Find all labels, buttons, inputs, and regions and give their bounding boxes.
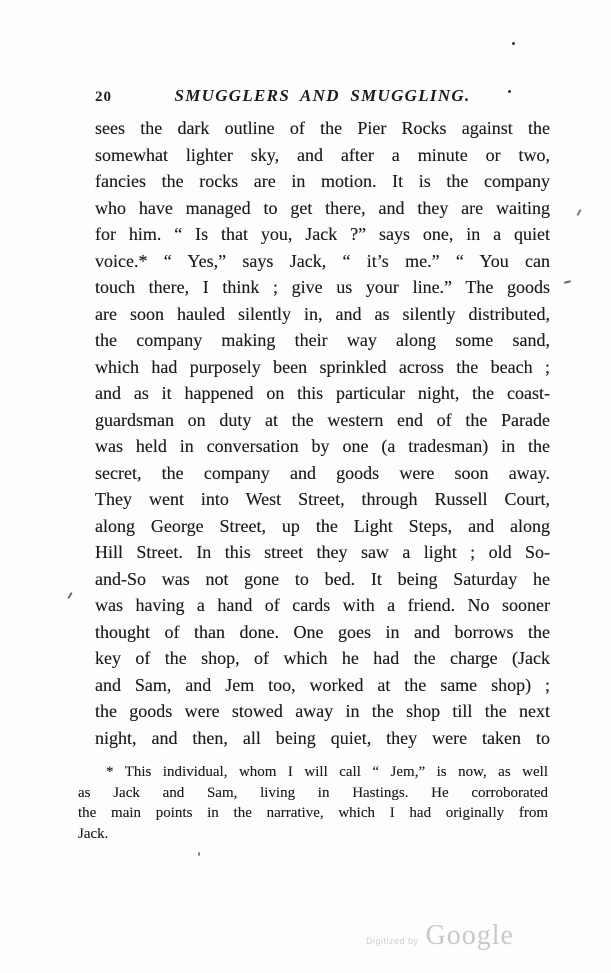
body-line: guardsman on duty at the western end of the Parade [95,409,550,430]
digitized-by-google-watermark [366,920,514,952]
page-number: 20 [95,89,112,105]
page-header [95,86,550,110]
body-line: sees the dark outline of the Pier Rocks against the [95,118,550,138]
body-line: voice.* “ Yes,” says Jack, “ it’s me.” “ You can [95,250,550,271]
scan-speck [508,90,511,93]
body-line: for him. “ Is that you, Jack ?” says one, in a quiet [95,224,550,244]
body-line: the company making their way along some sand, [95,330,550,350]
scan-speck [67,592,72,599]
body-line: secret, the company and goods were soon away. [95,462,550,483]
body-line: thought of than done. One goes in and borrows the [95,621,550,642]
footnote-line: the main points in the narrative, which I had originally from [78,805,548,822]
body-paragraph [95,115,550,751]
body-line: along George Street, up the Light Steps, and along [95,515,550,536]
body-line: fancies the rocks are in motion. It is the company [95,171,550,191]
scan-speck [198,852,200,856]
footnote [78,762,548,844]
google-logo: Google [425,920,514,951]
body-line: and-So was not gone to bed. It being Saturday he [95,568,550,589]
body-line: which had purposely been sprinkled across the beach ; [95,356,550,377]
footnote-line: Jack. [78,825,109,842]
scan-speck [576,209,581,216]
footnote-line: as Jack and Sam, living in Hastings. He corroborated [78,784,548,801]
body-line: are soon hauled silently in, and as silently distributed, [95,303,550,324]
footnote-line: * This individual, whom I will call “ Jem,” is now, as well [106,764,548,780]
body-line: somewhat lighter sky, and after a minute or two, [95,144,550,165]
body-line: who have managed to get there, and they are waiting [95,197,550,218]
body-line: was held in conversation by one (a tradesman) in the [95,436,550,456]
body-line: They went into West Street, through Russell Court, [95,489,550,509]
scan-speck [564,280,571,284]
body-line: night, and then, all being quiet, they were taken to [95,727,550,748]
scan-speck [512,42,515,45]
digitized-by-label: Digitized by [366,936,419,946]
body-line: Hill Street. In this street they saw a light ; old So- [95,542,550,562]
running-title: SMUGGLERS AND SMUGGLING. [174,86,471,105]
body-line: touch there, I think ; give us your line.” The goods [95,277,550,297]
body-line: the goods were stowed away in the shop till the next [95,701,550,721]
body-line: and Sam, and Jem too, worked at the same shop) ; [95,674,550,695]
body-line: and as it happened on this particular night, the coast- [95,383,550,403]
body-line: key of the shop, of which he had the charge (Jack [95,648,550,668]
body-line: was having a hand of cards with a friend. No sooner [95,595,550,615]
